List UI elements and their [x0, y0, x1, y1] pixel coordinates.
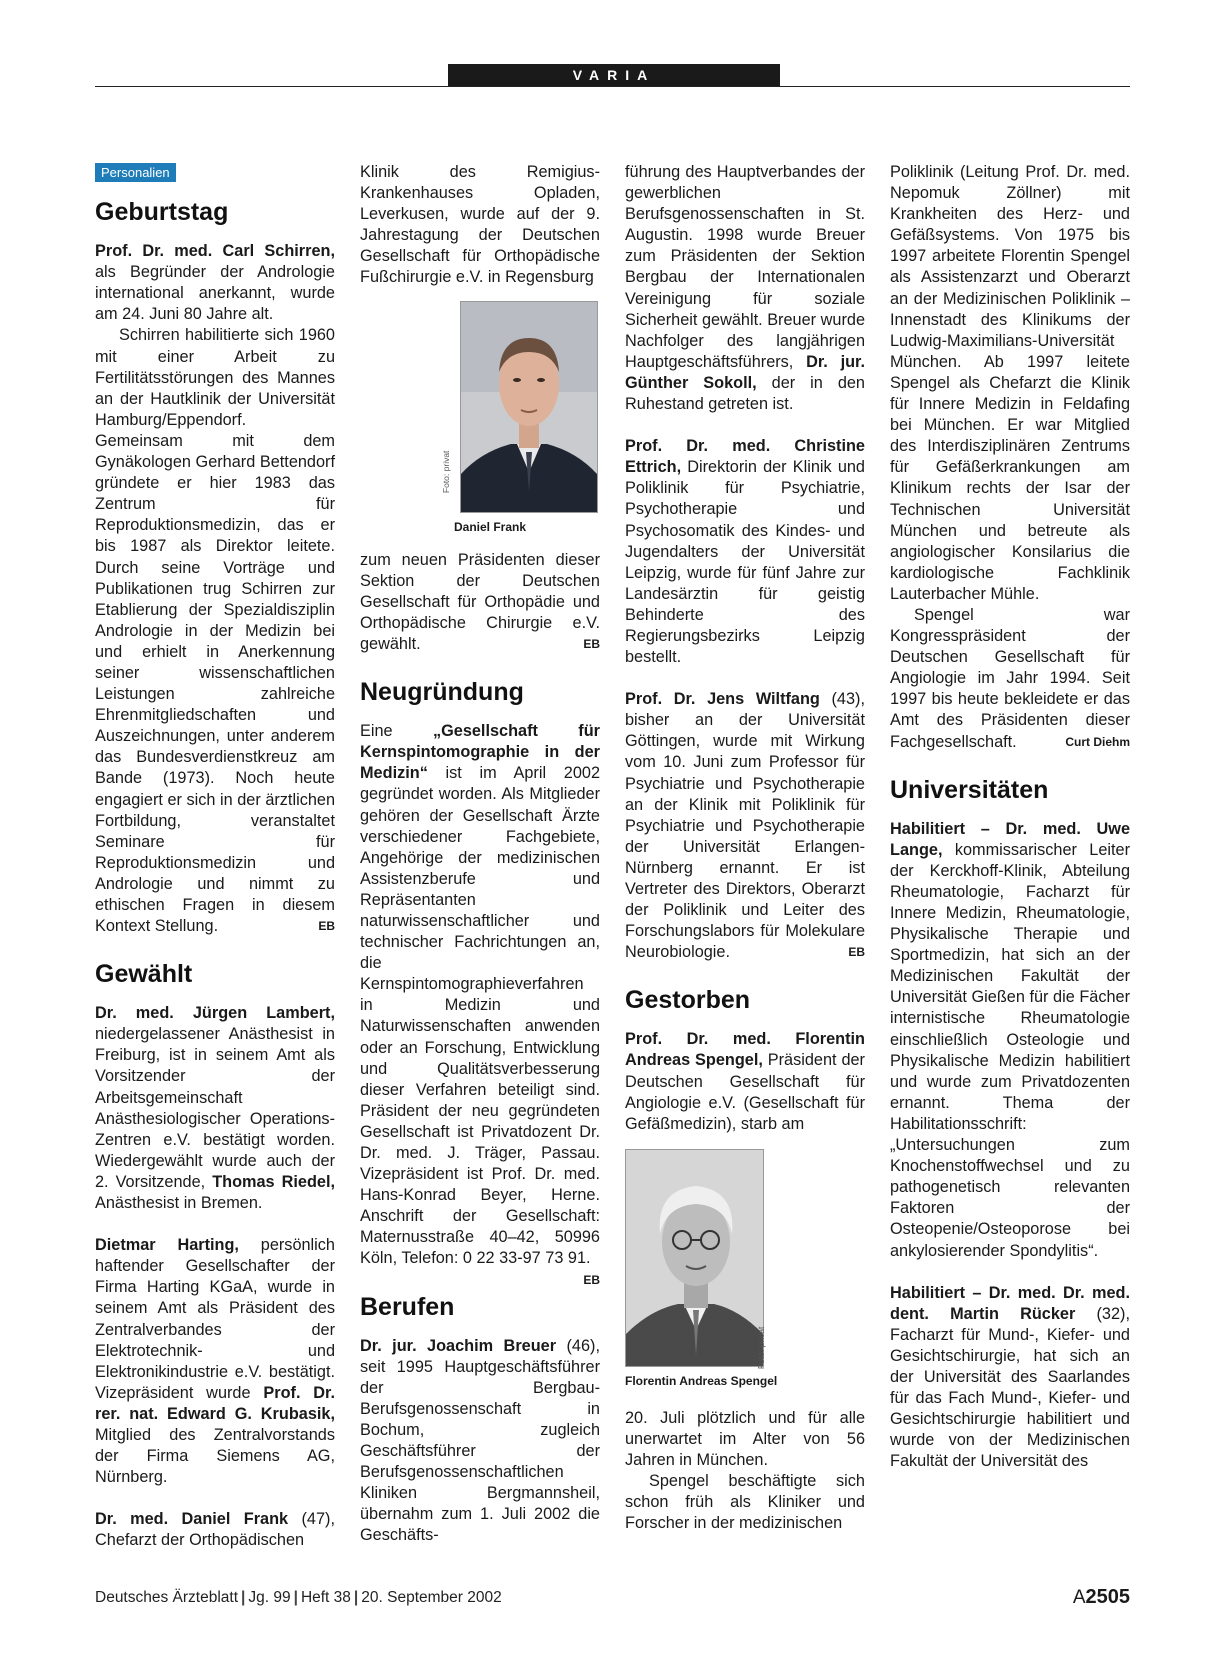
heading-gewaehlt: Gewählt: [95, 960, 193, 989]
photo-credit: Foto: privat: [755, 1326, 766, 1369]
article-paragraph: Prof. Dr. Jens Wiltfang (43), bisher an der Universität Göttingen, wurde mit Wirkung vom 10. Juni zum Professor für Psychiatrie und Psychotherapie an der Klinik mit Poliklinik für Psychiatrie und Psychotherapie der Universität Erlangen-Nürnberg ernannt. Er ist Vertreter des Direktors, Oberarzt der Poliklinik und Leiter des Forschungslabors für Molekulare Neurobiologie. EB: [625, 689, 865, 963]
article-paragraph: Dr. med. Jürgen Lambert, niedergelassener Anästhesist in Freiburg, ist in seinem Amt als Vorsitzender der Arbeitsgemeinschaft Anästhesiologischer Operations-Zentren e.V. bestätigt worden. Wiedergewählt wurde auch der 2. Vorsitzende, Thomas Riedel, Anästhesist in Bremen.: [95, 1004, 335, 1213]
header-rule: [95, 86, 1130, 87]
portrait-photo-daniel-frank: [440, 301, 598, 513]
article-paragraph: Dr. jur. Joachim Breuer (46), seit 1995 Hauptgeschäftsführer der Bergbau-Berufsgenossenschaft in Bochum, zugleich Geschäftsführer der Berufsgenossenschaftlichen Kliniken Bergmannsheil, übernahm zum 1. Juli 2002 die Geschäfts-: [360, 1336, 600, 1545]
person-name: Dr. jur. Günther Sokoll,: [625, 352, 865, 392]
person-name: Prof. Dr. med. Christine Ettrich,: [625, 437, 865, 477]
author-signature: Curt Diehm: [1065, 734, 1130, 749]
author-signature: EB: [318, 919, 335, 934]
article-paragraph: 20. Juli plötzlich und für alle unerwartet im Alter von 56 Jahren in München.: [625, 1408, 865, 1470]
article-paragraph: Spengel beschäftigte sich schon früh als Kliniker und Forscher in der medizinischen: [625, 1472, 865, 1533]
person-name: Thomas Riedel,: [212, 1172, 335, 1191]
journal-name: Deutsches Ärzteblatt: [95, 1589, 239, 1606]
column-1: [95, 162, 335, 1551]
footer: Deutsches Ärzteblatt | Jg. 99 | Heft 38 | 20. September 2002: [95, 1589, 502, 1606]
heading-neugruendung: Neugründung: [360, 678, 524, 707]
photo-caption: Florentin Andreas Spengel: [625, 1373, 778, 1388]
photo-caption: Daniel Frank: [454, 519, 527, 534]
issue: Heft 38: [300, 1589, 351, 1606]
portrait-image: [461, 302, 597, 512]
person-name: Habilitiert – Dr. med. Dr. med. dent. Martin Rücker: [890, 1283, 1130, 1323]
article-paragraph: Spengel war Kongresspräsident der Deutschen Gesellschaft für Angiologie im Jahr 1994. Seit 1997 bis heute bekleidete er das Amt des Präsidenten dieser Fachgesellschaft. Curt Diehm: [890, 605, 1130, 753]
person-name: Dr. jur. Joachim Breuer: [360, 1336, 557, 1355]
column-2: [360, 162, 600, 1547]
category-tag: Personalien: [95, 163, 176, 182]
person-name: Prof. Dr. rer. nat. Edward G. Krubasik,: [95, 1383, 336, 1423]
section-label: VARIA: [448, 64, 780, 86]
column-3: [625, 162, 865, 1535]
society-name: „Gesellschaft für Kernspintomographie in der Medizin“: [360, 722, 600, 783]
article-paragraph: zum neuen Präsidenten dieser Sektion der Deutschen Gesellschaft für Orthopädie und Orthopädische Chirurgie e.V. gewählt. EB: [360, 550, 600, 655]
article-paragraph: Eine „Gesellschaft für Kernspintomographie in der Medizin“ ist im April 2002 gegründet worden. Als Mitglieder gehören der Gesellschaft Ärzte verschiedener Fachgebiete, Angehörige der medizinischen Assistenzberufe und Repräsentanten naturwissenschaftlicher und technischer Fachrichtungen an, die Kernspintomographieverfahren in Medizin und Naturwissenschaften anwenden oder an Forschung, Entwicklung und Qualitätsverbesserung dieser Verfahren beteiligt sind. Präsident der neu gegründeten Gesellschaft ist Privatdozent Dr. Dr. med. J. Träger, Passau. Vizepräsident ist Prof. Dr. med. Hans-Konrad Beyer, Herne. Anschrift der Gesellschaft: Maternusstraße 40–42, 50996 Köln, Telefon: 0 22 33-97 73 91. EB: [360, 721, 600, 1269]
person-name: Prof. Dr. med. Florentin Andreas Spengel,: [625, 1030, 865, 1070]
article-paragraph: Poliklinik (Leitung Prof. Dr. med. Nepomuk Zöllner) mit Krankheiten des Herz- und Gefäßsystems. Von 1975 bis 1997 arbeitete Florentin Spengel als Assistenzarzt und Oberarzt an der Medizinischen Poliklinik – Innenstadt des Klinikums der Ludwig-Maximilians-Universität München. Ab 1997 leitete Spengel als Chefarzt die Klinik für Innere Medizin in Feldafing bei München. Er war Mitglied des Interdisziplinären Zentrums für Gefäßerkrankungen am Klinikum rechts der Isar der Technischen Universität München und betreute als angiologischer Konsilarius die kardiologische Fachklinik Lauterbacher Mühle.: [890, 163, 1130, 603]
author-signature: EB: [583, 637, 600, 652]
author-signature: EB: [848, 945, 865, 960]
heading-universitaeten: Universitäten: [890, 775, 1049, 804]
article-paragraph: Dr. med. Daniel Frank (47), Chefarzt der Orthopädischen: [95, 1510, 335, 1550]
issue-date: 20. September 2002: [361, 1589, 502, 1606]
page-number: A2505: [1072, 1586, 1130, 1608]
person-name: Prof. Dr. med. Carl Schirren,: [95, 242, 335, 261]
volume: Jg. 99: [248, 1589, 291, 1606]
article-paragraph: Klinik des Remigius-Krankenhauses Opladen, Leverkusen, wurde auf der 9. Jahrestagung der Deutschen Gesellschaft für Orthopädische Fußchirurgie e.V. in Regensburg: [360, 163, 600, 287]
article-paragraph: führung des Hauptverbandes der gewerblichen Berufsgenossenschaften in St. Augustin. 1998 wurde Breuer zum Präsidenten der Sektion Bergbau der Internationalen Vereinigung für soziale Sicherheit gewählt. Breuer wurde Nachfolger des langjährigen Hauptgeschäftsführers, Dr. jur. Günther Sokoll, der in den Ruhestand getreten ist.: [625, 163, 865, 414]
article-paragraph: Habilitiert – Dr. med. Uwe Lange, kommissarischer Leiter der Kerckhoff-Klinik, Abteilung Rheumatologie, Facharzt für Innere Medizin, Rheumatologie, Physikalische Therapie und Sportmedizin, hat sich an der Medizinischen Fakultät der Universität Gießen für die Fächer internistische Rheumatologie einschließlich Osteologie und Physikalische Medizin habilitiert und wurde zum Privatdozenten ernannt. Thema der Habilitationsschrift: „Untersuchungen zum Knochenstoffwechsel und zu pathogenetisch relevanten Faktoren der Osteopenie/Osteoporose bei ankylosierender Spondylitis“.: [890, 819, 1130, 1260]
article-paragraph: Prof. Dr. med. Florentin Andreas Spengel, Präsident der Deutschen Gesellschaft für Angiologie e.V. (Gesellschaft für Gefäßmedizin), starb am: [625, 1030, 865, 1133]
article-paragraph: Schirren habilitierte sich 1960 mit einer Arbeit zu Fertilitätsstörungen des Mannes an der Hautklinik der Universität Hamburg/Eppendorf. Gemeinsam mit dem Gynäkologen Gerhard Bettendorf gründete er hier 1983 das Zentrum für Reproduktionsmedizin, das er bis 1987 als Direktor leitete. Durch seine Vorträge und Publikationen trug Schirren zur Etablierung der Spezialdisziplin Andrologie in der Medizin bei und erhielt in Anerkennung seiner wissenschaftlichen Leistungen zahlreiche Ehrenmitgliedschaften und Auszeichnungen, unter anderem das Bundesverdienstkreuz am Bande (1973). Noch heute engagiert er sich in der ärztlichen Fortbildung, veranstaltet Seminare für Reproduktionsmedizin und Andrologie und nimmt zu ethischen Fragen in diesem Kontext Stellung. EB: [95, 325, 335, 937]
person-name: Dr. med. Jürgen Lambert,: [95, 1004, 335, 1023]
article-paragraph: Habilitiert – Dr. med. Dr. med. dent. Martin Rücker (32), Facharzt für Mund-, Kiefer- und Gesichtschirurgie, hat sich an der Universität des Saarlandes für das Fach Mund-, Kiefer- und Gesichtschirurgie habilitiert und wurde von der Medizinischen Fakultät der Universität des: [890, 1283, 1130, 1471]
portrait-image: [626, 1150, 763, 1366]
person-name: Prof. Dr. Jens Wiltfang: [625, 690, 820, 709]
photo-credit: Foto: privat: [440, 450, 451, 493]
heading-berufen: Berufen: [360, 1292, 455, 1321]
person-name: Dietmar Harting,: [95, 1236, 239, 1255]
author-signature: EB: [583, 1272, 600, 1287]
heading-geburtstag: Geburtstag: [95, 198, 229, 227]
person-name: Dr. med. Daniel Frank: [95, 1510, 289, 1529]
article-paragraph: Prof. Dr. med. Carl Schirren, als Begründer der Andrologie international anerkannt, wurde am 24. Juni 80 Jahre alt.: [95, 242, 335, 324]
article-paragraph: Dietmar Harting, persönlich haftender Gesellschafter der Firma Harting KGaA, wurde in seinem Amt als Präsident des Zentralverbandes der Elektrotechnik- und Elektronikindustrie e.V. bestätigt. Vizepräsident wurde Prof. Dr. rer. nat. Edward G. Krubasik, Mitglied des Zentralvorstands der Firma Siemens AG, Nürnberg.: [95, 1236, 336, 1487]
column-4: [890, 162, 1130, 1472]
heading-gestorben: Gestorben: [625, 986, 751, 1015]
person-name: Habilitiert – Dr. med. Uwe Lange,: [890, 819, 1130, 859]
article-paragraph: Prof. Dr. med. Christine Ettrich, Direktorin der Klinik und Poliklinik für Psychiatrie, Psychotherapie und Psychosomatik des Kindes- und Jugendalters der Universität Leipzig, wurde für fünf Jahre zur Landesärztin für geistig Behinderte des Regierungsbezirks Leipzig bestellt.: [625, 437, 865, 667]
portrait-photo-florentin-spengel: [625, 1149, 764, 1367]
